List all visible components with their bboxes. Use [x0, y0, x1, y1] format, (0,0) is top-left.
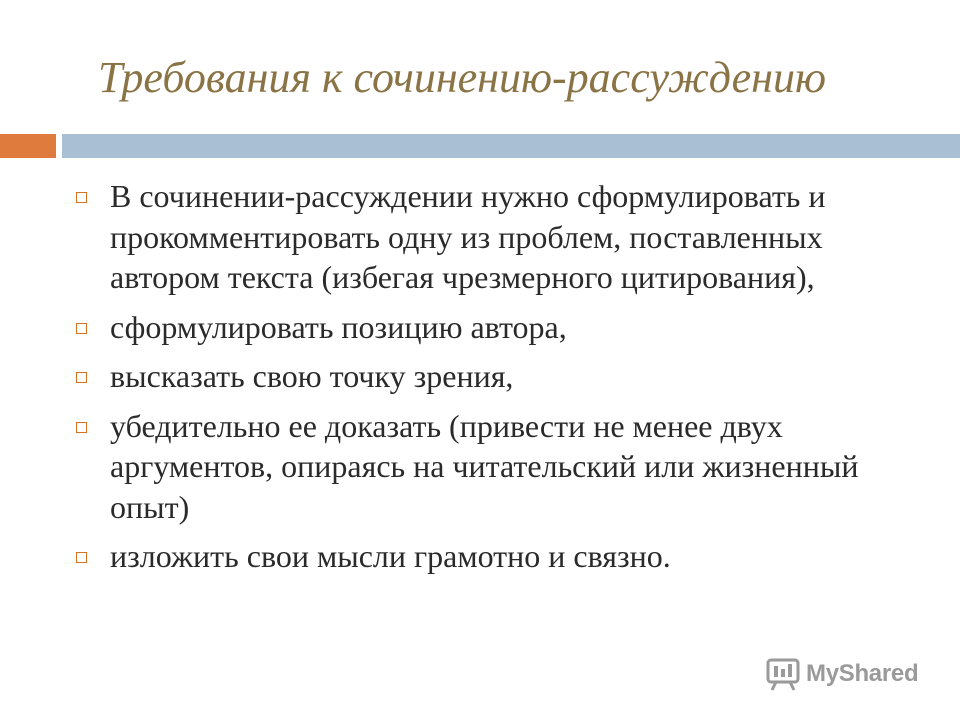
title-rule-bar	[62, 134, 960, 158]
bullet-item	[72, 406, 902, 528]
square-bullet-icon	[76, 422, 87, 433]
bullet-item	[72, 176, 902, 298]
bullet-text: высказать свою точку зрения,	[110, 358, 514, 394]
bullet-item	[72, 536, 902, 577]
slide-title: Требования к сочинению-рассуждению	[98, 53, 826, 102]
bullet-list	[72, 176, 902, 586]
bullet-text: В сочинении-рассуждении нужно сформулировать и прокомментировать одну из проблем, поставленных автором текста (избегая чрезмерного цитирования),	[110, 178, 826, 295]
square-bullet-icon	[76, 552, 87, 563]
square-bullet-icon	[76, 323, 87, 334]
bullet-item	[72, 307, 902, 348]
square-bullet-icon	[76, 372, 87, 383]
watermark	[766, 654, 918, 694]
title-accent-bar	[0, 134, 56, 158]
bullet-text: сформулировать позицию автора,	[110, 308, 567, 345]
bullet-item	[72, 356, 902, 397]
presentation-screen-icon	[766, 656, 800, 692]
square-bullet-icon	[76, 192, 87, 203]
bullet-text: убедительно ее доказать (привести не менее двух аргументов, опираясь на читательский или жизненный опыт)	[110, 407, 859, 525]
bullet-text: изложить свои мысли грамотно и связно.	[110, 538, 671, 574]
watermark-label: MyShared	[806, 660, 919, 687]
